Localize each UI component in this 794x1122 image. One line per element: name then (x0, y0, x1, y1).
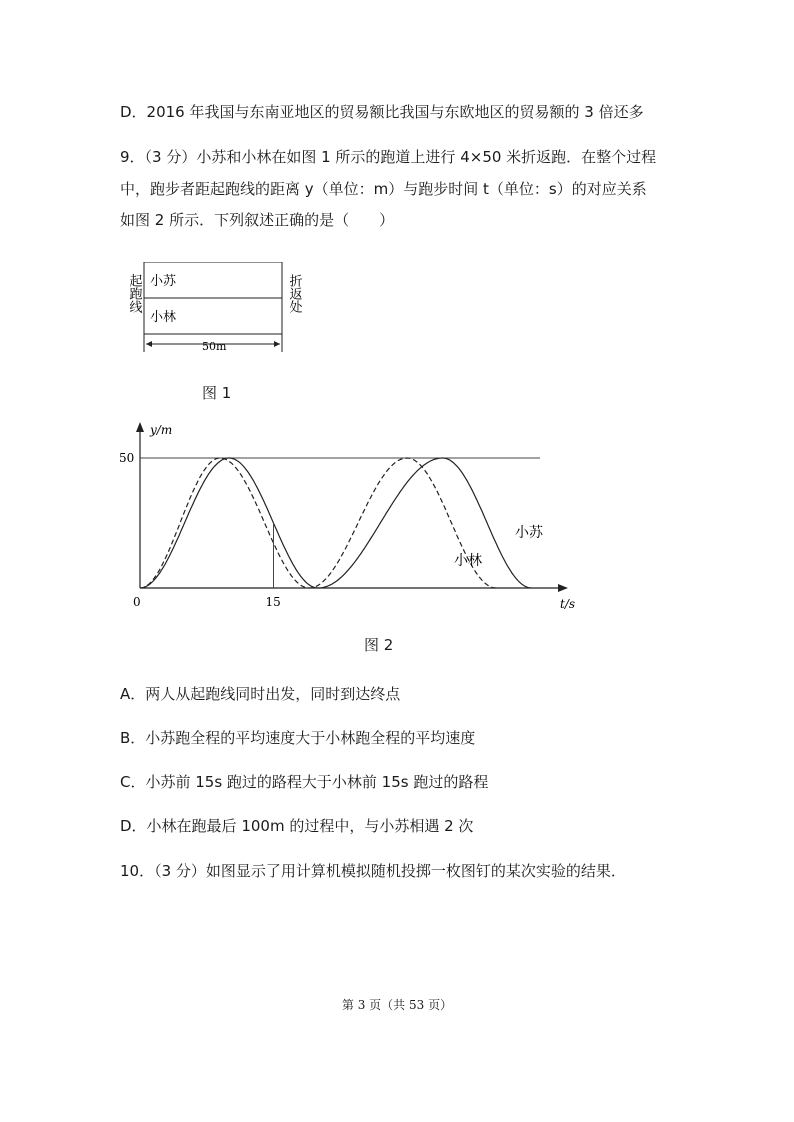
option-d: D．小林在跑最后 100m 的过程中，与小苏相遇 2 次 (120, 817, 474, 835)
question-9-line-3: 如图 2 所示．下列叙述正确的是（ ） (120, 211, 395, 229)
y-axis-label: y/m (150, 423, 173, 437)
y-tick-label: 50 (119, 451, 135, 465)
lane-label-top: 小苏 (150, 274, 177, 289)
turnaround-label: 折返处 (286, 274, 302, 313)
option-c: C．小苏前 15s 跑过的路程大于小林前 15s 跑过的路程 (120, 773, 489, 791)
series-label-xiaosu: 小苏 (515, 525, 543, 541)
y-axis-arrow (136, 422, 144, 432)
question-10: 10．（3 分）如图显示了用计算机模拟随机投掷一枚图钉的某次实验的结果． (120, 862, 626, 880)
series-label-xiaolin: 小林 (454, 553, 482, 569)
option-d-previous: D．2016 年我国与东南亚地区的贸易额比我国与东欧地区的贸易额的 3 倍还多 (120, 103, 644, 121)
x-tick-label: 15 (265, 595, 281, 609)
figure-1-caption: 图 1 (202, 384, 232, 402)
series-line-xiaosu (140, 458, 532, 588)
lane-label-bottom: 小林 (150, 310, 177, 325)
length-label: 50m (202, 340, 227, 353)
option-a: A．两人从起跑线同时出发，同时到达终点 (120, 685, 401, 703)
figure-2-caption: 图 2 (364, 636, 394, 654)
x-axis-arrow (558, 584, 568, 592)
option-b: B．小苏跑全程的平均速度大于小林跑全程的平均速度 (120, 729, 476, 747)
series-line-xiaolin (140, 458, 496, 588)
origin-label: 0 (133, 595, 141, 609)
question-9-line-2: 中，跑步者距起跑线的距离 y（单位：m）与跑步时间 t（单位：s）的对应关系 (120, 180, 647, 198)
figure-1-track-diagram (120, 262, 310, 362)
page-footer: 第 3 页（共 53 页） (341, 998, 453, 1012)
question-9-line-1: 9．（3 分）小苏和小林在如图 1 所示的跑道上进行 4×50 米折返跑．在整个过程 (120, 148, 657, 166)
x-axis-label: t/s (560, 597, 576, 611)
start-line-label: 起跑线 (126, 274, 142, 313)
